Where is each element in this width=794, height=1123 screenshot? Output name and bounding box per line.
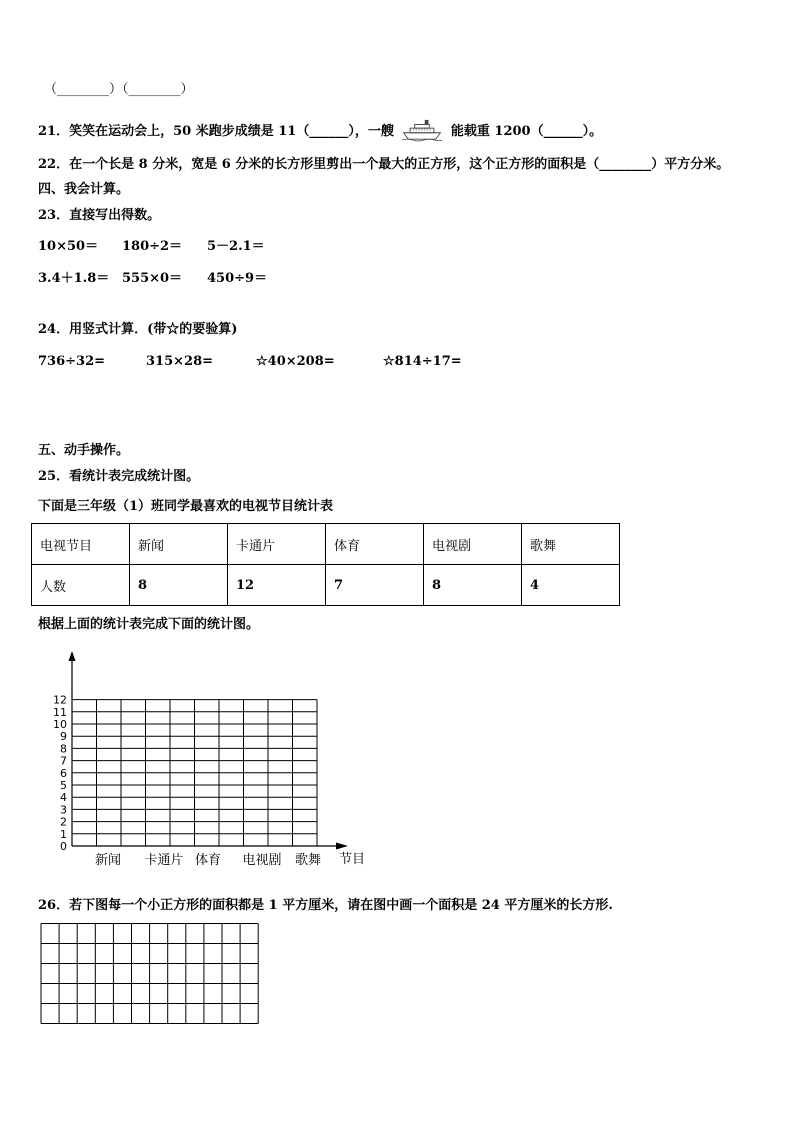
ship-icon	[400, 119, 444, 141]
y-tick-label: 11	[53, 705, 67, 719]
bar-chart-grid[interactable]	[30, 645, 366, 875]
q24-item-3: ☆40×208=	[256, 354, 335, 369]
chart-y-tick-labels	[53, 694, 67, 853]
table-cell: 体育	[326, 524, 424, 565]
table-cell: 新闻	[130, 524, 228, 565]
q23-item-3: 5－2.1＝	[207, 239, 265, 254]
q24-item-1: 736÷32=	[38, 354, 106, 369]
y-tick-label: 12	[53, 693, 67, 707]
q23-item-4: 3.4＋1.8＝	[38, 271, 110, 286]
y-tick-label: 7	[60, 754, 67, 768]
chart-x-category-labels	[95, 851, 365, 868]
table-cell: 7	[326, 565, 424, 606]
y-tick-label: 0	[60, 840, 67, 853]
table-row	[32, 565, 620, 606]
x-category-label: 新闻	[94, 853, 122, 868]
y-tick-label: 6	[60, 766, 67, 780]
y-tick-label: 5	[60, 779, 67, 792]
question-26: 26．若下图每一个小正方形的面积都是 1 平方厘米，请在图中画一个面积是 24 平方厘米的长方形.	[38, 898, 613, 913]
y-tick-label: 4	[60, 791, 67, 805]
question-24-title: 24．用竖式计算．(带☆的要验算)	[38, 322, 238, 337]
table-caption: 下面是三年级（1）班同学最喜欢的电视节目统计表	[38, 499, 334, 514]
q23-item-1: 10×50＝	[38, 239, 99, 254]
table-cell: 电视节目	[32, 524, 130, 565]
chart-instruction: 根据上面的统计表完成下面的统计图。	[38, 617, 260, 632]
table-cell: 8	[130, 565, 228, 606]
y-tick-label: 8	[60, 742, 67, 756]
y-tick-label: 2	[60, 815, 67, 829]
question-23-title: 23．直接写出得数。	[38, 208, 161, 223]
y-tick-label: 9	[60, 730, 67, 744]
table-header-row	[32, 524, 620, 565]
table-cell: 卡通片	[228, 524, 326, 565]
question-22: 22．在一个长是 8 分米，宽是 6 分米的长方形里剪出一个最大的正方形，这个正方形的面积是（________）平方分米。	[38, 157, 730, 172]
q21-text-part1: 21．笑笑在运动会上，50 米跑步成绩是 11（______），一艘	[38, 124, 394, 139]
x-axis-title: 节目	[338, 852, 366, 867]
tv-program-stat-table	[31, 523, 620, 606]
q24-item-2: 315×28=	[146, 354, 214, 369]
section-5-title: 五、动手操作。	[38, 443, 130, 458]
x-category-label: 电视剧	[242, 853, 282, 868]
x-axis-arrow	[336, 843, 348, 850]
table-cell: 12	[228, 565, 326, 606]
y-tick-label: 1	[60, 827, 67, 841]
y-tick-label: 10	[53, 718, 67, 731]
chart-gridlines	[72, 700, 317, 846]
x-category-label: 体育	[194, 853, 222, 868]
square-grid-drawing-area[interactable]	[40, 922, 262, 1026]
x-category-label: 歌舞	[294, 853, 322, 868]
chart-axes	[69, 651, 349, 850]
question-21	[38, 119, 602, 141]
section-4-title: 四、我会计算。	[38, 182, 130, 197]
q24-item-4: ☆814÷17=	[383, 354, 462, 369]
table-cell: 歌舞	[522, 524, 620, 565]
table-cell: 电视剧	[424, 524, 522, 565]
question-25-title: 25．看统计表完成统计图。	[38, 469, 200, 484]
q23-item-2: 180÷2＝	[122, 239, 183, 254]
q23-item-6: 450÷9＝	[207, 271, 268, 286]
table-cell: 8	[424, 565, 522, 606]
x-category-label: 卡通片	[144, 853, 184, 868]
y-axis-arrow	[69, 651, 76, 661]
table-cell: 4	[522, 565, 620, 606]
table-cell: 人数	[32, 565, 130, 606]
q21-text-part2: 能载重 1200（______）。	[450, 124, 603, 139]
q20-blanks[interactable]: （________）（________）	[44, 82, 194, 97]
y-tick-label: 3	[60, 803, 67, 817]
q23-item-5: 555×0＝	[122, 271, 183, 286]
